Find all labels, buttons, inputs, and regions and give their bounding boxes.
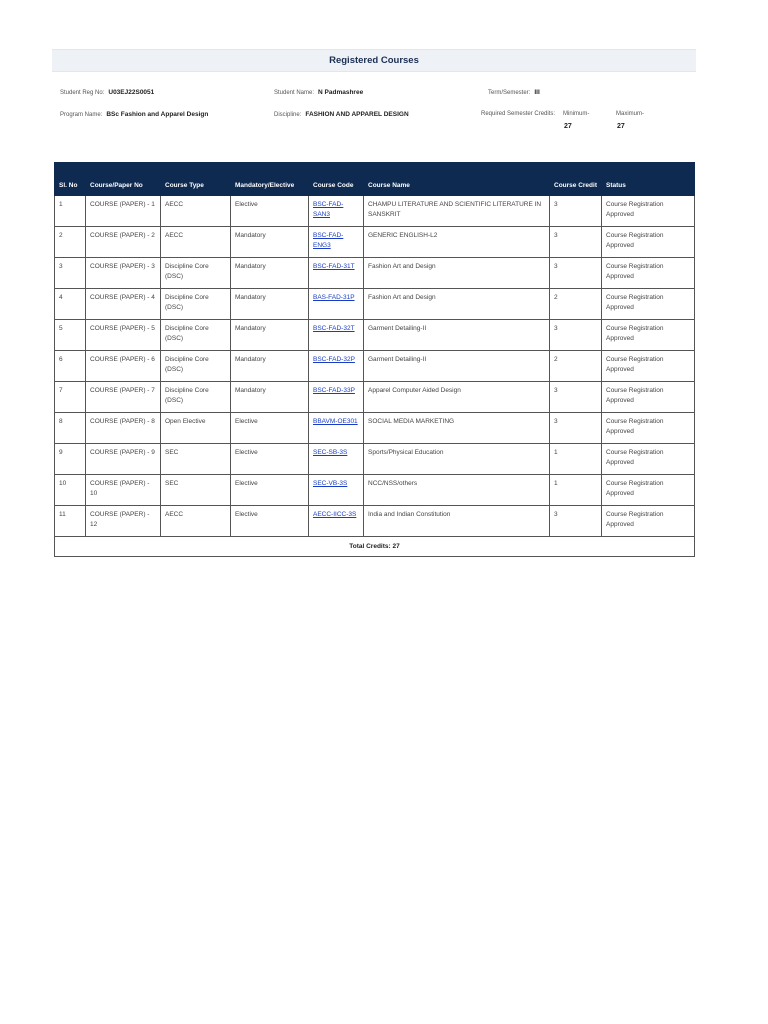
program-name bbox=[60, 111, 208, 118]
course-credit-cell: 3 bbox=[550, 258, 602, 289]
header-status: Status bbox=[602, 163, 695, 196]
status-cell: Course Registration Approved bbox=[602, 444, 695, 475]
table-row bbox=[55, 227, 695, 258]
course-type-cell: Discipline Core (DSC) bbox=[161, 382, 231, 413]
status-cell: Course Registration Approved bbox=[602, 258, 695, 289]
mandatory-elective-cell: Mandatory bbox=[231, 289, 309, 320]
course-name-cell: CHAMPU LITERATURE AND SCIENTIFIC LITERATURE IN SANSKRIT bbox=[364, 196, 550, 227]
discipline-label: Discipline: bbox=[274, 112, 302, 118]
course-credit-cell: 3 bbox=[550, 506, 602, 537]
maximum-credits-label: Maximum- bbox=[616, 111, 644, 117]
sl-no-cell: 11 bbox=[55, 506, 86, 537]
course-name-cell: India and Indian Constitution bbox=[364, 506, 550, 537]
student-reg-no-value: U03EJ22S0051 bbox=[108, 89, 155, 96]
mandatory-elective-cell: Mandatory bbox=[231, 258, 309, 289]
term-semester-label: Term/Semester: bbox=[488, 90, 531, 96]
header-course-type: Course Type bbox=[161, 163, 231, 196]
course-code-link[interactable]: BSC-FAD-32P bbox=[313, 356, 355, 363]
course-code-cell bbox=[309, 289, 364, 320]
course-name-cell: Garment Detailing-II bbox=[364, 351, 550, 382]
course-code-link[interactable]: AECC-IICC-3S bbox=[313, 511, 357, 518]
student-reg-no-label: Student Reg No: bbox=[60, 90, 105, 96]
course-paper-no-cell: COURSE (PAPER) - 12 bbox=[86, 506, 161, 537]
course-paper-no-cell: COURSE (PAPER) - 10 bbox=[86, 475, 161, 506]
sl-no-cell: 7 bbox=[55, 382, 86, 413]
mandatory-elective-cell: Elective bbox=[231, 413, 309, 444]
header-course-name: Course Name bbox=[364, 163, 550, 196]
total-credits: Total Credits: 27 bbox=[55, 537, 695, 557]
course-type-cell: Open Elective bbox=[161, 413, 231, 444]
table-header-row bbox=[55, 163, 695, 196]
course-code-link[interactable]: SEC-VB-3S bbox=[313, 480, 348, 487]
sl-no-cell: 6 bbox=[55, 351, 86, 382]
course-code-cell bbox=[309, 227, 364, 258]
header-course-code: Course Code bbox=[309, 163, 364, 196]
course-credit-cell: 2 bbox=[550, 289, 602, 320]
required-credits-label: Required Semester Credits: bbox=[481, 111, 556, 117]
status-cell: Course Registration Approved bbox=[602, 196, 695, 227]
table-row bbox=[55, 289, 695, 320]
table-row bbox=[55, 506, 695, 537]
status-cell: Course Registration Approved bbox=[602, 382, 695, 413]
course-code-cell bbox=[309, 351, 364, 382]
student-reg-no bbox=[60, 89, 154, 96]
status-cell: Course Registration Approved bbox=[602, 506, 695, 537]
course-credit-cell: 1 bbox=[550, 444, 602, 475]
minimum-credits-label: Minimum- bbox=[563, 111, 590, 117]
sl-no-cell: 10 bbox=[55, 475, 86, 506]
mandatory-elective-cell: Mandatory bbox=[231, 320, 309, 351]
header-mandatory-elective: Mandatory/Elective bbox=[231, 163, 309, 196]
table-row bbox=[55, 382, 695, 413]
course-name-cell: NCC/NSS/others bbox=[364, 475, 550, 506]
course-code-cell bbox=[309, 196, 364, 227]
mandatory-elective-cell: Mandatory bbox=[231, 351, 309, 382]
course-type-cell: AECC bbox=[161, 506, 231, 537]
course-name-cell: Sports/Physical Education bbox=[364, 444, 550, 475]
course-paper-no-cell: COURSE (PAPER) - 7 bbox=[86, 382, 161, 413]
course-code-cell bbox=[309, 382, 364, 413]
course-code-cell bbox=[309, 258, 364, 289]
course-type-cell: AECC bbox=[161, 196, 231, 227]
discipline-value: FASHION AND APPAREL DESIGN bbox=[305, 111, 409, 118]
course-credit-cell: 3 bbox=[550, 196, 602, 227]
course-paper-no-cell: COURSE (PAPER) - 3 bbox=[86, 258, 161, 289]
sl-no-cell: 9 bbox=[55, 444, 86, 475]
status-cell: Course Registration Approved bbox=[602, 227, 695, 258]
table-row bbox=[55, 475, 695, 506]
course-paper-no-cell: COURSE (PAPER) - 5 bbox=[86, 320, 161, 351]
status-cell: Course Registration Approved bbox=[602, 475, 695, 506]
total-credits-row bbox=[55, 537, 695, 557]
course-code-link[interactable]: BSC-FAD-33P bbox=[313, 387, 355, 394]
status-cell: Course Registration Approved bbox=[602, 289, 695, 320]
course-credit-cell: 3 bbox=[550, 227, 602, 258]
course-type-cell: Discipline Core (DSC) bbox=[161, 351, 231, 382]
course-type-cell: Discipline Core (DSC) bbox=[161, 320, 231, 351]
status-cell: Course Registration Approved bbox=[602, 413, 695, 444]
term-semester-value: III bbox=[534, 89, 540, 96]
course-credit-cell: 2 bbox=[550, 351, 602, 382]
course-credit-cell: 1 bbox=[550, 475, 602, 506]
mandatory-elective-cell: Elective bbox=[231, 475, 309, 506]
registered-courses-table bbox=[54, 162, 695, 557]
course-name-cell: SOCIAL MEDIA MARKETING bbox=[364, 413, 550, 444]
course-code-link[interactable]: BSC-FAD-SAN3 bbox=[313, 201, 344, 218]
header-course-credit: Course Credit bbox=[550, 163, 602, 196]
table-row bbox=[55, 196, 695, 227]
student-name bbox=[274, 89, 363, 96]
course-code-cell bbox=[309, 444, 364, 475]
course-paper-no-cell: COURSE (PAPER) - 9 bbox=[86, 444, 161, 475]
header-sl-no: Sl. No bbox=[55, 163, 86, 196]
course-type-cell: SEC bbox=[161, 444, 231, 475]
discipline bbox=[274, 111, 409, 118]
table-row bbox=[55, 351, 695, 382]
course-name-cell: Fashion Art and Design bbox=[364, 258, 550, 289]
course-paper-no-cell: COURSE (PAPER) - 4 bbox=[86, 289, 161, 320]
course-code-link[interactable]: BSC-FAD-32T bbox=[313, 325, 355, 332]
header-course-paper-no: Course/Paper No bbox=[86, 163, 161, 196]
status-cell: Course Registration Approved bbox=[602, 351, 695, 382]
student-name-label: Student Name: bbox=[274, 90, 315, 96]
course-credit-cell: 3 bbox=[550, 320, 602, 351]
course-paper-no-cell: COURSE (PAPER) - 8 bbox=[86, 413, 161, 444]
mandatory-elective-cell: Elective bbox=[231, 506, 309, 537]
page-title: Registered Courses bbox=[329, 55, 419, 66]
maximum-credits-value: 27 bbox=[617, 123, 625, 130]
course-name-cell: Fashion Art and Design bbox=[364, 289, 550, 320]
course-code-cell bbox=[309, 320, 364, 351]
course-code-link[interactable]: SEC-SB-3S bbox=[313, 449, 348, 456]
course-code-cell bbox=[309, 506, 364, 537]
table-row bbox=[55, 320, 695, 351]
table-row bbox=[55, 258, 695, 289]
course-credit-cell: 3 bbox=[550, 413, 602, 444]
course-code-cell bbox=[309, 413, 364, 444]
mandatory-elective-cell: Elective bbox=[231, 196, 309, 227]
course-code-link[interactable]: BSC-FAD-31T bbox=[313, 263, 355, 270]
course-credit-cell: 3 bbox=[550, 382, 602, 413]
course-code-link[interactable]: BAS-FAD-31P bbox=[313, 294, 355, 301]
course-name-cell: GENERIC ENGLISH-L2 bbox=[364, 227, 550, 258]
status-cell: Course Registration Approved bbox=[602, 320, 695, 351]
sl-no-cell: 2 bbox=[55, 227, 86, 258]
sl-no-cell: 1 bbox=[55, 196, 86, 227]
sl-no-cell: 5 bbox=[55, 320, 86, 351]
course-code-link[interactable]: BSC-FAD-ENG3 bbox=[313, 232, 344, 249]
mandatory-elective-cell: Mandatory bbox=[231, 382, 309, 413]
course-paper-no-cell: COURSE (PAPER) - 1 bbox=[86, 196, 161, 227]
course-type-cell: Discipline Core (DSC) bbox=[161, 289, 231, 320]
required-credits bbox=[481, 111, 555, 117]
term-semester bbox=[488, 89, 540, 96]
sl-no-cell: 8 bbox=[55, 413, 86, 444]
mandatory-elective-cell: Mandatory bbox=[231, 227, 309, 258]
course-code-link[interactable]: BBAVM-OE301 bbox=[313, 418, 358, 425]
sl-no-cell: 3 bbox=[55, 258, 86, 289]
course-type-cell: Discipline Core (DSC) bbox=[161, 258, 231, 289]
course-paper-no-cell: COURSE (PAPER) - 2 bbox=[86, 227, 161, 258]
course-type-cell: SEC bbox=[161, 475, 231, 506]
program-name-label: Program Name: bbox=[60, 112, 103, 118]
table-row bbox=[55, 444, 695, 475]
course-name-cell: Apparel Computer Aided Design bbox=[364, 382, 550, 413]
program-name-value: BSc Fashion and Apparel Design bbox=[106, 111, 209, 118]
student-name-value: N Padmashree bbox=[318, 89, 364, 96]
page-title-bar bbox=[52, 49, 696, 72]
course-name-cell: Garment Detailing-II bbox=[364, 320, 550, 351]
table-row bbox=[55, 413, 695, 444]
course-paper-no-cell: COURSE (PAPER) - 6 bbox=[86, 351, 161, 382]
course-code-cell bbox=[309, 475, 364, 506]
sl-no-cell: 4 bbox=[55, 289, 86, 320]
course-type-cell: AECC bbox=[161, 227, 231, 258]
minimum-credits-value: 27 bbox=[564, 123, 572, 130]
mandatory-elective-cell: Elective bbox=[231, 444, 309, 475]
